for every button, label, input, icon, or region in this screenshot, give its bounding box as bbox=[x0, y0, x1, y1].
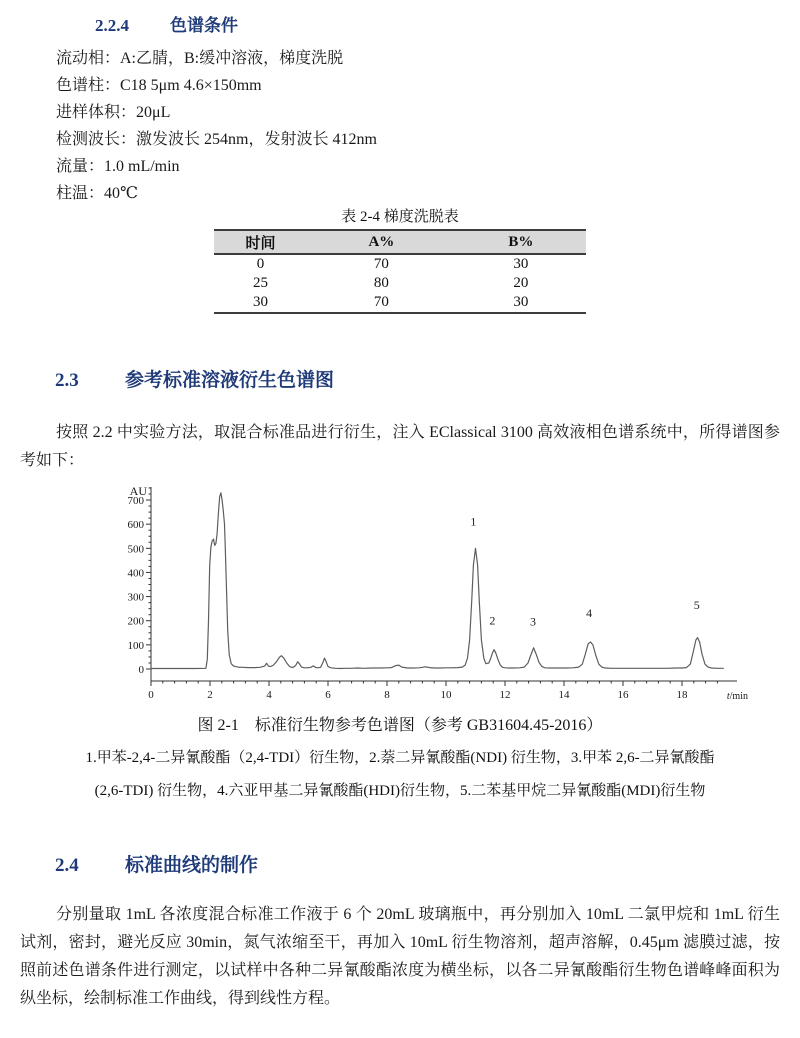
figure-note-line-1: 1.甲苯-2,4-二异氰酸酯（2,4-TDI）衍生物，2.萘二异氰酸酯(NDI) 衍生物，3.甲苯 2,6-二异氰酸酯 bbox=[85, 750, 715, 766]
figure-note-line-2: (2,6-TDI) 衍生物，4.六亚甲基二异氰酸酯(HDI)衍生物，5.二苯基甲烷二异氰酸酯(MDI)衍生物 bbox=[94, 783, 706, 799]
section-2-3-paragraph: 按照 2.2 中实验方法，取混合标准品进行衍生，注入 EClassical 3100 高效液相色谱系统中，所得谱图参考如下： bbox=[20, 424, 780, 469]
svg-text:0: 0 bbox=[148, 689, 154, 701]
svg-text:14: 14 bbox=[558, 689, 570, 701]
svg-text:6: 6 bbox=[325, 689, 331, 701]
section-2-3-heading bbox=[55, 368, 800, 394]
gradient-elution-table bbox=[214, 229, 586, 314]
svg-text:1: 1 bbox=[470, 514, 477, 529]
section-2-3-number: 2.3 bbox=[55, 370, 79, 391]
header-time: 时间 bbox=[214, 230, 307, 254]
svg-text:12: 12 bbox=[499, 689, 511, 701]
gradient-table-caption: 表 2-4 梯度洗脱表 bbox=[341, 209, 459, 225]
cell-time: 0 bbox=[256, 256, 265, 272]
svg-text:0: 0 bbox=[138, 664, 144, 676]
condition-column-temperature: 柱温：40℃ bbox=[56, 185, 138, 202]
cell-time: 30 bbox=[253, 294, 268, 310]
svg-text:3: 3 bbox=[530, 614, 537, 629]
section-2-4-paragraph: 分别量取 1mL 各浓度混合标准工作液于 6 个 20mL 玻璃瓶中，再分别加入 10mL 二氯甲烷和 1mL 衍生试剂，密封，避光反应 30min，氮气浓缩至干，再加入 10mL 衍生物溶剂，超声溶解，0.45μm 滤膜过滤，按照前述色谱条件进行测定，以试样中各种二异氰酸酯浓度为横坐标，以各二异氰酸酯衍生物色谱峰峰面积为纵坐标，绘制标准工作曲线，得到线性方程。 bbox=[20, 906, 780, 1007]
cell-b: 20 bbox=[513, 275, 529, 291]
svg-text:10: 10 bbox=[440, 689, 452, 701]
svg-text:400: 400 bbox=[127, 567, 144, 580]
svg-text:500: 500 bbox=[127, 543, 144, 556]
header-b-percent: B% bbox=[456, 230, 586, 254]
chromatogram-chart bbox=[103, 479, 753, 705]
cell-b: 30 bbox=[513, 294, 529, 310]
cell-a: 70 bbox=[373, 294, 389, 310]
condition-detection-wavelength: 检测波长：激发波长 254nm，发射波长 412nm bbox=[56, 131, 377, 148]
section-2-4-heading bbox=[55, 853, 800, 879]
cell-a: 70 bbox=[373, 256, 389, 272]
svg-text:2: 2 bbox=[489, 613, 496, 628]
section-2-4-title: 标准曲线的制作 bbox=[125, 855, 259, 876]
svg-text:700: 700 bbox=[127, 495, 144, 508]
svg-text:300: 300 bbox=[127, 591, 144, 604]
section-2-2-4-heading bbox=[95, 14, 800, 37]
table-header-row bbox=[214, 230, 586, 254]
cell-time: 25 bbox=[253, 275, 268, 291]
section-2-2-4-number: 2.2.4 bbox=[95, 16, 129, 35]
section-2-3-title: 参考标准溶液衍生色谱图 bbox=[125, 370, 335, 391]
chromatogram-figure bbox=[103, 479, 753, 705]
chromatography-conditions-list bbox=[56, 45, 780, 207]
header-a-percent: A% bbox=[307, 230, 456, 254]
svg-text:4: 4 bbox=[586, 606, 593, 621]
cell-a: 80 bbox=[373, 275, 389, 291]
table-row bbox=[214, 293, 586, 313]
svg-text:16: 16 bbox=[617, 689, 629, 701]
section-2-2-4-title: 色谱条件 bbox=[170, 16, 238, 35]
table-row bbox=[214, 254, 586, 274]
figure-peak-notes bbox=[27, 742, 773, 808]
figure-caption: 图 2-1 标准衍生物参考色谱图（参考 GB31604.45-2016） bbox=[197, 717, 603, 734]
svg-text:2: 2 bbox=[207, 689, 213, 701]
condition-column: 色谱柱：C18 5μm 4.6×150mm bbox=[56, 77, 262, 94]
cell-b: 30 bbox=[513, 256, 529, 272]
condition-mobile-phase: 流动相：A:乙腈，B:缓冲溶液，梯度洗脱 bbox=[56, 50, 344, 67]
svg-text:8: 8 bbox=[384, 689, 390, 701]
svg-text:4: 4 bbox=[266, 689, 272, 701]
condition-injection-volume: 进样体积：20μL bbox=[56, 104, 171, 121]
svg-text:AU: AU bbox=[129, 484, 147, 498]
section-2-4-number: 2.4 bbox=[55, 855, 79, 876]
condition-flow-rate: 流量：1.0 mL/min bbox=[56, 158, 180, 175]
svg-text:200: 200 bbox=[127, 615, 144, 628]
svg-text:100: 100 bbox=[127, 639, 144, 652]
svg-text:18: 18 bbox=[676, 689, 688, 701]
svg-text:600: 600 bbox=[127, 519, 144, 532]
svg-text:5: 5 bbox=[693, 598, 700, 613]
table-row bbox=[214, 274, 586, 293]
svg-text:t/min: t/min bbox=[726, 691, 748, 702]
